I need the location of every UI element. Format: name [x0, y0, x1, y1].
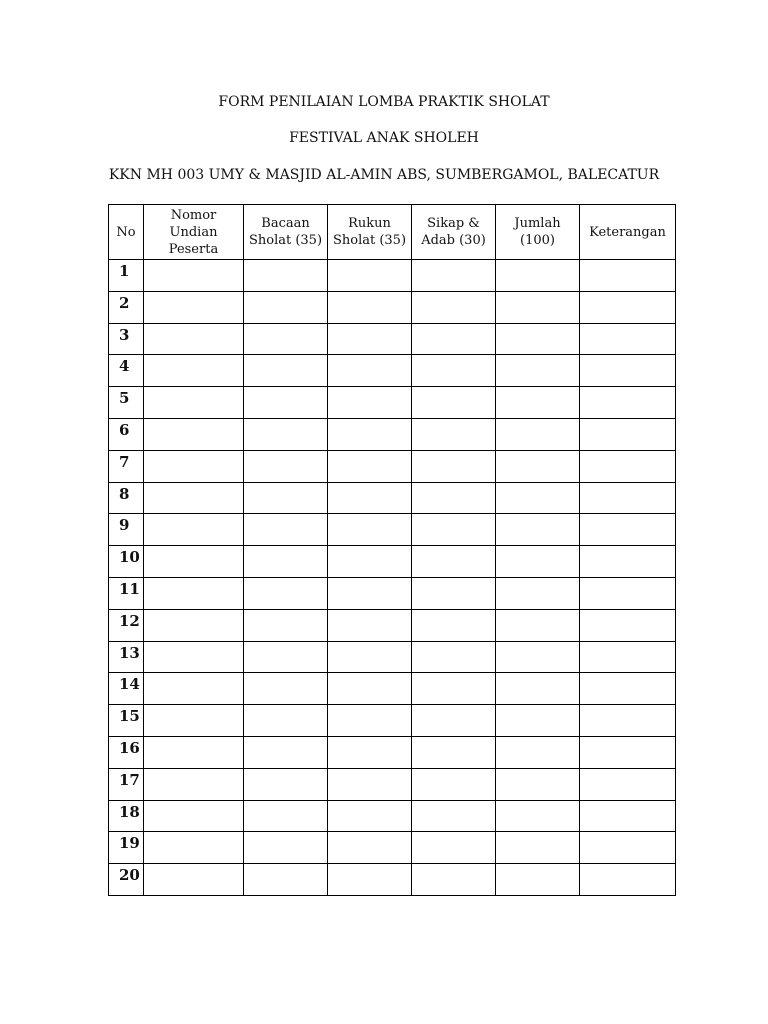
cell-nomor-undian[interactable]	[144, 673, 244, 705]
cell-keterangan[interactable]	[580, 832, 676, 864]
table-row	[109, 800, 676, 832]
row-number: 18	[109, 800, 144, 832]
cell-keterangan[interactable]	[580, 864, 676, 896]
cell-bacaan-sholat[interactable]	[244, 864, 328, 896]
table-row	[109, 673, 676, 705]
table-header-row	[109, 205, 676, 260]
cell-nomor-undian[interactable]	[144, 291, 244, 323]
cell-jumlah[interactable]	[496, 546, 580, 578]
cell-keterangan[interactable]	[580, 260, 676, 292]
cell-keterangan[interactable]	[580, 736, 676, 768]
header-jumlah: Jumlah (100)	[496, 205, 580, 260]
cell-sikap-adab[interactable]	[412, 609, 496, 641]
cell-keterangan[interactable]	[580, 450, 676, 482]
cell-bacaan-sholat[interactable]	[244, 323, 328, 355]
row-number: 19	[109, 832, 144, 864]
table-row	[109, 705, 676, 737]
cell-bacaan-sholat[interactable]	[244, 546, 328, 578]
cell-rukun-sholat[interactable]	[328, 577, 412, 609]
cell-nomor-undian[interactable]	[144, 418, 244, 450]
row-number: 4	[109, 355, 144, 387]
cell-sikap-adab[interactable]	[412, 546, 496, 578]
cell-keterangan[interactable]	[580, 546, 676, 578]
cell-bacaan-sholat[interactable]	[244, 577, 328, 609]
cell-jumlah[interactable]	[496, 705, 580, 737]
row-number: 12	[109, 609, 144, 641]
cell-keterangan[interactable]	[580, 673, 676, 705]
table-row	[109, 864, 676, 896]
cell-rukun-sholat[interactable]	[328, 260, 412, 292]
cell-keterangan[interactable]	[580, 577, 676, 609]
row-number: 15	[109, 705, 144, 737]
cell-jumlah[interactable]	[496, 355, 580, 387]
cell-nomor-undian[interactable]	[144, 641, 244, 673]
cell-keterangan[interactable]	[580, 800, 676, 832]
cell-jumlah[interactable]	[496, 577, 580, 609]
cell-sikap-adab[interactable]	[412, 577, 496, 609]
table-row	[109, 323, 676, 355]
organizer-line: KKN MH 003 UMY & MASJID AL-AMIN ABS, SUMBERGAMOL, BALECATUR	[108, 167, 660, 183]
row-number: 6	[109, 418, 144, 450]
cell-bacaan-sholat[interactable]	[244, 482, 328, 514]
cell-keterangan[interactable]	[580, 768, 676, 800]
cell-jumlah[interactable]	[496, 641, 580, 673]
cell-rukun-sholat[interactable]	[328, 355, 412, 387]
cell-jumlah[interactable]	[496, 418, 580, 450]
row-number: 17	[109, 768, 144, 800]
row-number: 9	[109, 514, 144, 546]
cell-nomor-undian[interactable]	[144, 260, 244, 292]
cell-sikap-adab[interactable]	[412, 768, 496, 800]
cell-sikap-adab[interactable]	[412, 736, 496, 768]
cell-nomor-undian[interactable]	[144, 736, 244, 768]
cell-keterangan[interactable]	[580, 705, 676, 737]
cell-bacaan-sholat[interactable]	[244, 609, 328, 641]
cell-bacaan-sholat[interactable]	[244, 450, 328, 482]
cell-nomor-undian[interactable]	[144, 864, 244, 896]
table-row	[109, 291, 676, 323]
cell-rukun-sholat[interactable]	[328, 418, 412, 450]
table-row	[109, 260, 676, 292]
cell-sikap-adab[interactable]	[412, 800, 496, 832]
cell-jumlah[interactable]	[496, 291, 580, 323]
cell-rukun-sholat[interactable]	[328, 546, 412, 578]
cell-nomor-undian[interactable]	[144, 514, 244, 546]
row-number: 8	[109, 482, 144, 514]
cell-rukun-sholat[interactable]	[328, 482, 412, 514]
row-number: 16	[109, 736, 144, 768]
cell-sikap-adab[interactable]	[412, 641, 496, 673]
cell-keterangan[interactable]	[580, 323, 676, 355]
header-bacaan-sholat: Bacaan Sholat (35)	[244, 205, 328, 260]
cell-rukun-sholat[interactable]	[328, 864, 412, 896]
cell-nomor-undian[interactable]	[144, 387, 244, 419]
cell-jumlah[interactable]	[496, 450, 580, 482]
table-row	[109, 577, 676, 609]
row-number: 7	[109, 450, 144, 482]
cell-bacaan-sholat[interactable]	[244, 832, 328, 864]
cell-rukun-sholat[interactable]	[328, 387, 412, 419]
table-row	[109, 832, 676, 864]
cell-jumlah[interactable]	[496, 514, 580, 546]
cell-nomor-undian[interactable]	[144, 546, 244, 578]
cell-rukun-sholat[interactable]	[328, 705, 412, 737]
cell-rukun-sholat[interactable]	[328, 768, 412, 800]
cell-bacaan-sholat[interactable]	[244, 768, 328, 800]
row-number: 13	[109, 641, 144, 673]
cell-rukun-sholat[interactable]	[328, 323, 412, 355]
cell-rukun-sholat[interactable]	[328, 736, 412, 768]
row-number: 20	[109, 864, 144, 896]
cell-jumlah[interactable]	[496, 736, 580, 768]
cell-sikap-adab[interactable]	[412, 323, 496, 355]
table-row	[109, 482, 676, 514]
cell-sikap-adab[interactable]	[412, 260, 496, 292]
cell-nomor-undian[interactable]	[144, 832, 244, 864]
score-table	[108, 204, 676, 896]
cell-jumlah[interactable]	[496, 832, 580, 864]
cell-jumlah[interactable]	[496, 768, 580, 800]
cell-sikap-adab[interactable]	[412, 450, 496, 482]
header-rukun-sholat: Rukun Sholat (35)	[328, 205, 412, 260]
cell-keterangan[interactable]	[580, 514, 676, 546]
row-number: 10	[109, 546, 144, 578]
cell-bacaan-sholat[interactable]	[244, 260, 328, 292]
table-row	[109, 450, 676, 482]
table-row	[109, 641, 676, 673]
cell-nomor-undian[interactable]	[144, 800, 244, 832]
cell-nomor-undian[interactable]	[144, 323, 244, 355]
cell-nomor-undian[interactable]	[144, 482, 244, 514]
table-row	[109, 736, 676, 768]
cell-rukun-sholat[interactable]	[328, 800, 412, 832]
cell-nomor-undian[interactable]	[144, 705, 244, 737]
cell-jumlah[interactable]	[496, 609, 580, 641]
cell-rukun-sholat[interactable]	[328, 832, 412, 864]
row-number: 14	[109, 673, 144, 705]
cell-keterangan[interactable]	[580, 355, 676, 387]
cell-jumlah[interactable]	[496, 673, 580, 705]
header-nomor-undian-peserta: Nomor Undian Peserta	[144, 205, 244, 260]
cell-keterangan[interactable]	[580, 418, 676, 450]
cell-bacaan-sholat[interactable]	[244, 673, 328, 705]
event-title: FESTIVAL ANAK SHOLEH	[289, 130, 479, 146]
cell-bacaan-sholat[interactable]	[244, 387, 328, 419]
table-row	[109, 768, 676, 800]
cell-rukun-sholat[interactable]	[328, 641, 412, 673]
cell-keterangan[interactable]	[580, 387, 676, 419]
cell-bacaan-sholat[interactable]	[244, 418, 328, 450]
cell-keterangan[interactable]	[580, 291, 676, 323]
cell-sikap-adab[interactable]	[412, 514, 496, 546]
cell-keterangan[interactable]	[580, 482, 676, 514]
table-row	[109, 387, 676, 419]
cell-sikap-adab[interactable]	[412, 705, 496, 737]
cell-rukun-sholat[interactable]	[328, 609, 412, 641]
cell-sikap-adab[interactable]	[412, 673, 496, 705]
cell-sikap-adab[interactable]	[412, 832, 496, 864]
cell-sikap-adab[interactable]	[412, 482, 496, 514]
cell-rukun-sholat[interactable]	[328, 673, 412, 705]
table-body	[109, 260, 676, 896]
cell-rukun-sholat[interactable]	[328, 450, 412, 482]
cell-nomor-undian[interactable]	[144, 355, 244, 387]
cell-bacaan-sholat[interactable]	[244, 641, 328, 673]
row-number: 1	[109, 260, 144, 292]
cell-bacaan-sholat[interactable]	[244, 800, 328, 832]
cell-sikap-adab[interactable]	[412, 355, 496, 387]
cell-bacaan-sholat[interactable]	[244, 705, 328, 737]
cell-jumlah[interactable]	[496, 387, 580, 419]
cell-nomor-undian[interactable]	[144, 768, 244, 800]
cell-jumlah[interactable]	[496, 323, 580, 355]
table-row	[109, 355, 676, 387]
cell-rukun-sholat[interactable]	[328, 291, 412, 323]
cell-bacaan-sholat[interactable]	[244, 355, 328, 387]
header-sikap-adab: Sikap & Adab (30)	[412, 205, 496, 260]
cell-jumlah[interactable]	[496, 800, 580, 832]
table-row	[109, 546, 676, 578]
cell-nomor-undian[interactable]	[144, 450, 244, 482]
table-row	[109, 514, 676, 546]
cell-nomor-undian[interactable]	[144, 577, 244, 609]
cell-jumlah[interactable]	[496, 260, 580, 292]
row-number: 3	[109, 323, 144, 355]
cell-rukun-sholat[interactable]	[328, 514, 412, 546]
row-number: 11	[109, 577, 144, 609]
form-title: FORM PENILAIAN LOMBA PRAKTIK SHOLAT	[218, 94, 550, 110]
cell-keterangan[interactable]	[580, 641, 676, 673]
header-no: No	[109, 205, 144, 260]
row-number: 2	[109, 291, 144, 323]
cell-nomor-undian[interactable]	[144, 609, 244, 641]
cell-sikap-adab[interactable]	[412, 418, 496, 450]
cell-bacaan-sholat[interactable]	[244, 514, 328, 546]
cell-sikap-adab[interactable]	[412, 291, 496, 323]
cell-sikap-adab[interactable]	[412, 387, 496, 419]
cell-jumlah[interactable]	[496, 482, 580, 514]
cell-keterangan[interactable]	[580, 609, 676, 641]
cell-jumlah[interactable]	[496, 864, 580, 896]
table-row	[109, 418, 676, 450]
cell-bacaan-sholat[interactable]	[244, 736, 328, 768]
cell-sikap-adab[interactable]	[412, 864, 496, 896]
cell-bacaan-sholat[interactable]	[244, 291, 328, 323]
table-row	[109, 609, 676, 641]
header-keterangan: Keterangan	[580, 205, 676, 260]
row-number: 5	[109, 387, 144, 419]
